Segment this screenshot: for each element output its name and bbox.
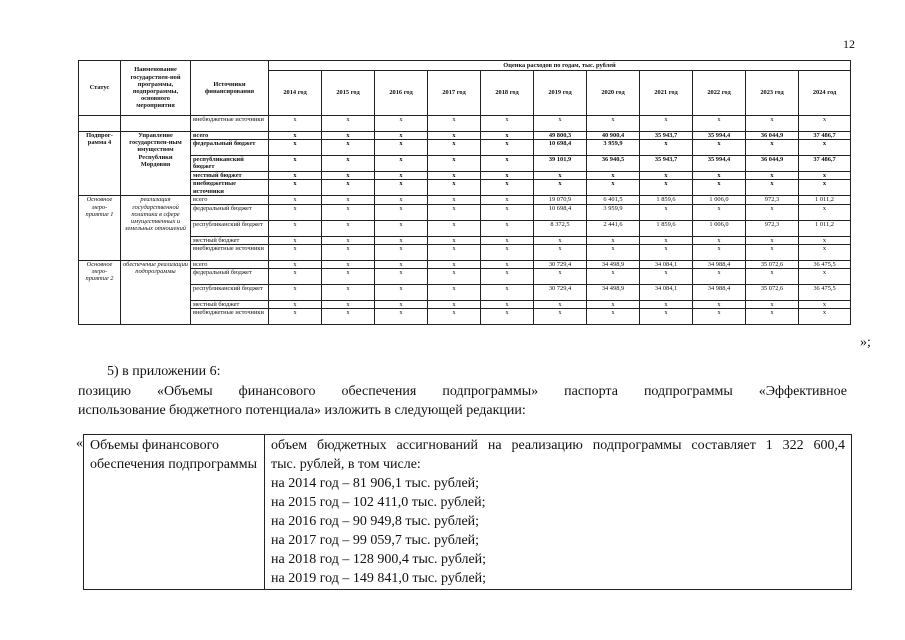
value-cell: х [322,196,375,204]
source-cell: местный бюджет [191,172,269,180]
value-cell: х [693,172,746,180]
value-cell: х [693,180,746,196]
table-row [79,140,851,156]
value-cell: х [375,140,428,156]
value-cell: 3 959,9 [587,204,640,220]
value-cell: х [375,180,428,196]
value-cell: х [428,260,481,268]
passport-value-line: объем бюджетных ассигнований на реализацию подпрограммы составляет 1 322 600,4 [271,438,845,453]
source-cell: федеральный бюджет [191,140,269,156]
value-cell: х [375,220,428,236]
value-cell: х [322,220,375,236]
value-cell: х [799,268,851,284]
value-cell: х [322,204,375,220]
header-program-name: Наименование государствен-ной программы, подпрограммы, основного мероприятия [121,61,191,116]
value-cell: 10 698,4 [534,140,587,156]
value-cell: х [587,268,640,284]
value-cell: х [481,140,534,156]
budget-table [78,60,851,325]
source-cell: всего [191,196,269,204]
passport-value [265,435,852,590]
value-cell: х [375,260,428,268]
value-cell: 34 084,1 [640,284,693,300]
value-cell: 35 943,7 [640,156,693,172]
value-cell: х [693,116,746,132]
value-cell: 30 729,4 [534,260,587,268]
value-cell: х [746,268,799,284]
passport-label: Объемы финансового обеспечения подпрограммы [84,435,265,590]
value-cell: х [322,268,375,284]
value-cell: х [322,132,375,140]
value-cell: 1 006,0 [693,196,746,204]
value-cell: х [799,204,851,220]
value-cell: 36 044,9 [746,132,799,140]
header-estimate: Оценка расходов по годам, тыс. рублей [269,61,851,71]
value-cell: х [322,180,375,196]
value-cell: х [534,180,587,196]
table-row [79,236,851,244]
value-cell: х [269,268,322,284]
source-cell: местный бюджет [191,236,269,244]
header-year: 2023 год [746,71,799,116]
value-cell: 1 011,2 [799,220,851,236]
value-cell: х [640,309,693,325]
value-cell: х [269,172,322,180]
value-cell: 40 900,4 [587,132,640,140]
value-cell: х [799,172,851,180]
value-cell: х [746,180,799,196]
header-year: 2018 год [481,71,534,116]
value-cell: х [746,309,799,325]
value-cell: х [269,309,322,325]
value-cell: х [746,236,799,244]
value-cell: х [481,172,534,180]
source-cell: местный бюджет [191,300,269,308]
passport-value-line: на 2016 год – 90 949,8 тыс. рублей; [271,514,480,529]
source-cell: федеральный бюджет [191,268,269,284]
value-cell: х [799,244,851,260]
value-cell: х [640,172,693,180]
value-cell: х [322,309,375,325]
value-cell: х [799,236,851,244]
header-year: 2024 год [799,71,851,116]
value-cell: х [481,180,534,196]
value-cell: х [481,220,534,236]
value-cell: 34 498,9 [587,284,640,300]
value-cell: х [640,204,693,220]
passport-value-line: на 2017 год – 99 059,7 тыс. рублей; [271,533,480,548]
value-cell: 1 859,6 [640,196,693,204]
value-cell: 35 994,4 [693,132,746,140]
value-cell: 36 044,9 [746,156,799,172]
instruction-line-1: позицию «Объемы финансового обеспечения подпрограммы» паспорта подпрограммы «Эффективное [78,384,847,399]
value-cell: 36 475,5 [799,284,851,300]
value-cell: х [534,116,587,132]
value-cell: х [534,244,587,260]
value-cell: х [587,236,640,244]
value-cell: х [322,236,375,244]
value-cell: х [428,196,481,204]
header-year: 2017 год [428,71,481,116]
value-cell: х [587,116,640,132]
value-cell: х [269,204,322,220]
value-cell: х [481,196,534,204]
header-year: 2015 год [322,71,375,116]
value-cell: х [269,180,322,196]
value-cell: х [428,140,481,156]
value-cell: 34 498,9 [587,260,640,268]
table-row [79,172,851,180]
value-cell: 36 475,5 [799,260,851,268]
value-cell: х [375,132,428,140]
status-cell: Основное меро-приятие 1 [79,196,121,260]
program-name-cell [121,116,191,132]
value-cell: х [640,140,693,156]
value-cell: 6 401,5 [587,196,640,204]
value-cell: х [269,244,322,260]
source-cell: всего [191,132,269,140]
source-cell: всего [191,260,269,268]
value-cell: х [428,116,481,132]
passport-value-line: на 2014 год – 81 906,1 тыс. рублей; [271,476,480,491]
value-cell: х [481,156,534,172]
value-cell: х [587,180,640,196]
value-cell: х [481,300,534,308]
table-row [79,156,851,172]
value-cell: х [481,204,534,220]
value-cell: х [481,244,534,260]
value-cell: х [375,268,428,284]
table-row [79,260,851,268]
table-row [79,196,851,204]
value-cell: 36 940,5 [587,156,640,172]
value-cell: х [322,172,375,180]
value-cell: х [375,156,428,172]
value-cell: х [428,284,481,300]
value-cell: х [428,156,481,172]
header-status: Статус [79,61,121,116]
value-cell: х [428,300,481,308]
value-cell: х [746,244,799,260]
value-cell: х [428,132,481,140]
value-cell: х [375,236,428,244]
value-cell: х [746,204,799,220]
value-cell: х [375,204,428,220]
value-cell: х [428,244,481,260]
value-cell: х [693,236,746,244]
header-year: 2019 год [534,71,587,116]
status-cell [79,116,121,132]
program-name-cell: обеспечение реализации подпрограммы [121,260,191,324]
value-cell: х [269,260,322,268]
value-cell: 30 729,4 [534,284,587,300]
value-cell: 37 486,7 [799,132,851,140]
value-cell: х [481,268,534,284]
value-cell: х [481,132,534,140]
value-cell: 39 101,9 [534,156,587,172]
table-row [79,116,851,132]
value-cell: х [746,116,799,132]
value-cell: х [693,244,746,260]
header-sources: Источники финансирования [191,61,269,116]
value-cell: х [746,140,799,156]
value-cell: 1 006,0 [693,220,746,236]
passport-table [83,434,852,590]
value-cell: х [322,260,375,268]
value-cell: х [640,236,693,244]
source-cell: республиканский бюджет [191,220,269,236]
passport-value-line: на 2018 год – 128 900,4 тыс. рублей; [271,552,487,567]
header-year: 2022 год [693,71,746,116]
value-cell: х [269,236,322,244]
value-cell: х [799,116,851,132]
value-cell: х [269,132,322,140]
value-cell: х [269,220,322,236]
table-row [79,244,851,260]
value-cell: х [534,309,587,325]
source-cell: внебюджетные источники [191,309,269,325]
passport-value-line: на 2019 год – 149 841,0 тыс. рублей; [271,571,487,586]
value-cell: х [693,309,746,325]
page-number: 12 [843,37,855,51]
value-cell: 972,3 [746,196,799,204]
value-cell: 35 072,6 [746,260,799,268]
value-cell: х [799,300,851,308]
table-row [79,204,851,220]
source-cell: внебюджетные источники [191,116,269,132]
program-name-cell: Управление государствен-ным имуществом Республики Мордовия [121,132,191,196]
value-cell: х [693,204,746,220]
source-cell: федеральный бюджет [191,204,269,220]
header-year: 2014 год [269,71,322,116]
value-cell: х [375,284,428,300]
value-cell: х [269,300,322,308]
value-cell: х [481,309,534,325]
value-cell: х [481,260,534,268]
header-year: 2020 год [587,71,640,116]
value-cell: х [428,180,481,196]
table-row [79,180,851,196]
passport-value-line: тыс. рублей, в том числе: [271,457,421,472]
value-cell: 8 372,5 [534,220,587,236]
value-cell: х [428,309,481,325]
value-cell: х [693,268,746,284]
value-cell: х [375,116,428,132]
value-cell: х [587,309,640,325]
value-cell: х [269,196,322,204]
value-cell: 34 084,1 [640,260,693,268]
value-cell: 35 943,7 [640,132,693,140]
value-cell: х [481,284,534,300]
table-row [79,220,851,236]
source-cell: республиканский бюджет [191,284,269,300]
value-cell: х [322,156,375,172]
value-cell: х [375,309,428,325]
value-cell: х [269,116,322,132]
value-cell: х [640,300,693,308]
value-cell: 37 486,7 [799,156,851,172]
value-cell: х [587,172,640,180]
value-cell: х [269,284,322,300]
value-cell: х [534,268,587,284]
header-year: 2016 год [375,71,428,116]
value-cell: х [746,300,799,308]
value-cell: х [640,268,693,284]
header-year: 2021 год [640,71,693,116]
value-cell: х [375,196,428,204]
value-cell: х [269,156,322,172]
value-cell: х [322,300,375,308]
value-cell: х [322,244,375,260]
value-cell: х [375,244,428,260]
value-cell: х [534,300,587,308]
value-cell: х [640,116,693,132]
value-cell: х [693,140,746,156]
value-cell: 972,3 [746,220,799,236]
value-cell: х [799,140,851,156]
value-cell: х [428,220,481,236]
value-cell: 10 698,4 [534,204,587,220]
value-cell: х [799,309,851,325]
value-cell: х [534,236,587,244]
value-cell: х [375,172,428,180]
source-cell: внебюджетные источники [191,244,269,260]
value-cell: х [640,244,693,260]
status-cell: Основное меро-приятие 2 [79,260,121,324]
value-cell: 35 072,6 [746,284,799,300]
program-name-cell: реализация государственной политики в сфере имущественных и земельных отношений [121,196,191,260]
table-row [79,132,851,140]
table-row [79,284,851,300]
value-cell: х [322,284,375,300]
value-cell: 34 988,4 [693,260,746,268]
value-cell: х [428,268,481,284]
table-row [79,300,851,308]
value-cell: 3 959,9 [587,140,640,156]
passport-value-line: на 2015 год – 102 411,0 тыс. рублей; [271,495,486,510]
value-cell: 34 988,4 [693,284,746,300]
value-cell: х [322,116,375,132]
value-cell: х [269,140,322,156]
value-cell: х [481,236,534,244]
value-cell: х [428,204,481,220]
value-cell: х [587,300,640,308]
source-cell: внебюджетные источники [191,180,269,196]
value-cell: 35 994,4 [693,156,746,172]
table-closing-mark: »; [860,335,871,350]
value-cell: 49 800,3 [534,132,587,140]
value-cell: х [746,172,799,180]
value-cell: х [640,180,693,196]
instruction-line-2: использование бюджетного потенциала» изложить в следующей редакции: [78,403,526,418]
table-row [79,309,851,325]
status-cell: Подпрог-рамма 4 [79,132,121,196]
value-cell: 19 070,9 [534,196,587,204]
value-cell: х [534,172,587,180]
value-cell: 2 441,6 [587,220,640,236]
value-cell: 1 011,2 [799,196,851,204]
value-cell: х [428,236,481,244]
value-cell: 1 859,6 [640,220,693,236]
value-cell: х [693,300,746,308]
passport-open-quote: « [76,436,83,451]
table-row [79,268,851,284]
source-cell: республиканский бюджет [191,156,269,172]
value-cell: х [428,172,481,180]
value-cell: х [322,140,375,156]
value-cell: х [481,116,534,132]
value-cell: х [799,180,851,196]
value-cell: х [375,300,428,308]
instruction-item-title: 5) в приложении 6: [107,364,221,379]
value-cell: х [587,244,640,260]
